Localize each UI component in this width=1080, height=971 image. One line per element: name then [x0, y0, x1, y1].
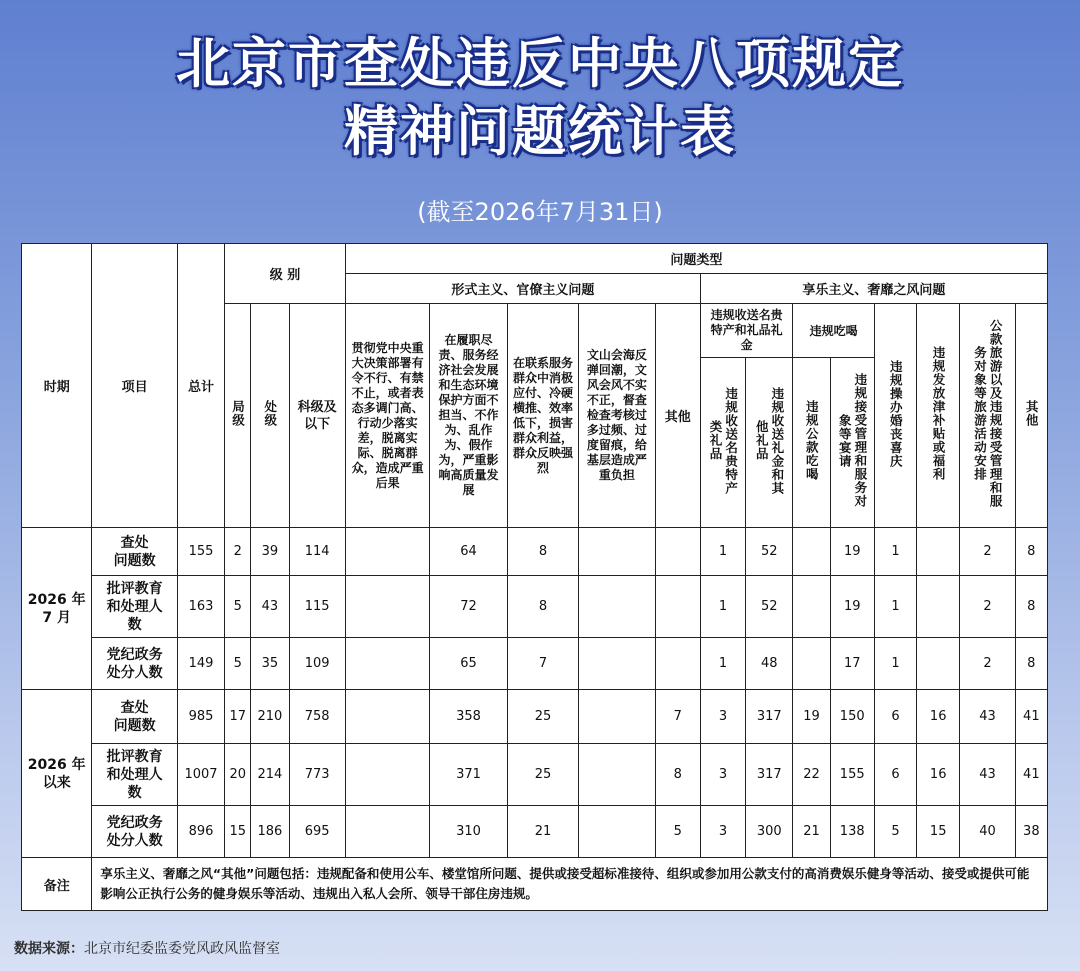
value-cell: 8 [1015, 528, 1047, 576]
value-cell: 210 [251, 690, 289, 744]
value-cell: 138 [830, 806, 874, 858]
period-cell: 2026 年 7 月 [22, 528, 92, 690]
value-cell: 163 [177, 576, 224, 638]
value-cell: 52 [746, 528, 793, 576]
value-cell: 38 [1015, 806, 1047, 858]
value-cell: 25 [507, 690, 578, 744]
value-cell: 8 [655, 744, 700, 806]
value-cell: 1 [700, 638, 745, 690]
value-cell: 21 [507, 806, 578, 858]
value-cell: 25 [507, 744, 578, 806]
value-cell: 2 [960, 638, 1015, 690]
value-cell: 1 [874, 638, 916, 690]
value-cell: 3 [700, 806, 745, 858]
item-cell: 查处 问题数 [92, 528, 177, 576]
value-cell: 2 [225, 528, 251, 576]
value-cell: 985 [177, 690, 224, 744]
value-cell [793, 576, 830, 638]
value-cell [917, 528, 960, 576]
value-cell: 15 [917, 806, 960, 858]
value-cell: 1 [874, 528, 916, 576]
value-cell: 149 [177, 638, 224, 690]
value-cell: 17 [225, 690, 251, 744]
value-cell: 358 [430, 690, 507, 744]
value-cell [345, 528, 429, 576]
value-cell: 7 [655, 690, 700, 744]
value-cell: 695 [289, 806, 345, 858]
value-cell: 5 [874, 806, 916, 858]
value-cell: 17 [830, 638, 874, 690]
period-cell: 2026 年 以来 [22, 690, 92, 858]
data-source [14, 938, 280, 958]
value-cell: 20 [225, 744, 251, 806]
table-row [22, 690, 1048, 744]
value-cell: 3 [700, 690, 745, 744]
page-title-line2: 精神问题统计表 [344, 100, 736, 163]
item-cell: 党纪政务 处分人数 [92, 806, 177, 858]
statistics-table [21, 243, 1048, 911]
header-gift-1: 违规收送名贵特产类礼品 [700, 358, 745, 528]
value-cell: 150 [830, 690, 874, 744]
value-cell: 8 [1015, 638, 1047, 690]
value-cell: 773 [289, 744, 345, 806]
value-cell: 317 [746, 744, 793, 806]
value-cell [579, 528, 655, 576]
header-wedding: 违规操办婚丧喜庆 [874, 304, 916, 528]
header-total: 总计 [177, 244, 224, 528]
header-period: 时期 [22, 244, 92, 528]
header-eat-1: 违规公款吃喝 [793, 358, 830, 528]
value-cell: 21 [793, 806, 830, 858]
value-cell: 43 [960, 744, 1015, 806]
value-cell [345, 744, 429, 806]
header-formalism: 形式主义、官僚主义问题 [345, 274, 700, 304]
value-cell: 15 [225, 806, 251, 858]
header-gift-2: 违规收送礼金和其他礼品 [746, 358, 793, 528]
value-cell: 5 [655, 806, 700, 858]
value-cell: 109 [289, 638, 345, 690]
value-cell: 8 [507, 576, 578, 638]
value-cell: 5 [225, 638, 251, 690]
value-cell: 52 [746, 576, 793, 638]
header-formalism-1: 贯彻党中央重大决策部署有令不行、有禁不止，或者表态多调门高、行动少落实差，脱离实际、脱离群众，造成严重后果 [345, 304, 429, 528]
header-level-ke: 科级及以下 [289, 304, 345, 528]
header-item: 项目 [92, 244, 177, 528]
value-cell [579, 638, 655, 690]
table-row [22, 528, 1048, 576]
header-formalism-2: 在履职尽责、服务经济社会发展和生态环境保护方面不担当、不作为、乱作为、假作为，严重影响高质量发展 [430, 304, 507, 528]
value-cell: 39 [251, 528, 289, 576]
value-cell: 48 [746, 638, 793, 690]
item-cell: 党纪政务 处分人数 [92, 638, 177, 690]
value-cell: 2 [960, 576, 1015, 638]
value-cell [345, 690, 429, 744]
value-cell [345, 576, 429, 638]
value-cell: 6 [874, 744, 916, 806]
value-cell [579, 806, 655, 858]
table-body [22, 528, 1048, 858]
page-title-line1: 北京市查处违反中央八项规定 [176, 32, 904, 95]
value-cell [579, 690, 655, 744]
data-source-label: 数据来源： [14, 941, 84, 957]
value-cell [655, 576, 700, 638]
value-cell: 65 [430, 638, 507, 690]
value-cell: 19 [830, 576, 874, 638]
value-cell [655, 528, 700, 576]
header-subsidy: 违规发放津补贴或福利 [917, 304, 960, 528]
item-cell: 批评教育 和处理人 数 [92, 576, 177, 638]
value-cell: 300 [746, 806, 793, 858]
item-cell: 查处 问题数 [92, 690, 177, 744]
value-cell: 43 [251, 576, 289, 638]
table-row [22, 576, 1048, 638]
value-cell: 1 [700, 528, 745, 576]
value-cell: 155 [177, 528, 224, 576]
header-formalism-other: 其他 [655, 304, 700, 528]
value-cell: 6 [874, 690, 916, 744]
value-cell [917, 576, 960, 638]
value-cell: 19 [830, 528, 874, 576]
value-cell: 317 [746, 690, 793, 744]
data-source-text: 北京市纪委监委党风政风监督室 [84, 941, 280, 957]
header-hedonism: 享乐主义、奢靡之风问题 [700, 274, 1047, 304]
value-cell: 1 [874, 576, 916, 638]
value-cell [345, 806, 429, 858]
value-cell: 186 [251, 806, 289, 858]
header-travel: 公款旅游以及违规接受管理和服务对象等旅游活动安排 [960, 304, 1015, 528]
value-cell: 40 [960, 806, 1015, 858]
value-cell [655, 638, 700, 690]
header-formalism-4: 文山会海反弹回潮，文风会风不实不正，督查检查考核过多过频、过度留痕，给基层造成严重负担 [579, 304, 655, 528]
header-gift-group: 违规收送名贵特产和礼品礼金 [700, 304, 793, 358]
value-cell: 8 [507, 528, 578, 576]
value-cell [579, 576, 655, 638]
table-row [22, 638, 1048, 690]
page-subtitle: (截至2026年7月31日) [417, 198, 663, 226]
header-level-chu: 处级 [251, 304, 289, 528]
header-eat-group: 违规吃喝 [793, 304, 874, 358]
value-cell: 64 [430, 528, 507, 576]
value-cell: 7 [507, 638, 578, 690]
note-label: 备注 [22, 858, 92, 911]
value-cell: 16 [917, 744, 960, 806]
header-eat-2: 违规接受管理和服务对象等宴请 [830, 358, 874, 528]
value-cell [793, 638, 830, 690]
value-cell: 3 [700, 744, 745, 806]
header-hedonism-other: 其他 [1015, 304, 1047, 528]
value-cell: 310 [430, 806, 507, 858]
value-cell: 16 [917, 690, 960, 744]
value-cell: 43 [960, 690, 1015, 744]
value-cell: 8 [1015, 576, 1047, 638]
value-cell: 758 [289, 690, 345, 744]
value-cell: 1 [700, 576, 745, 638]
value-cell: 41 [1015, 744, 1047, 806]
value-cell: 896 [177, 806, 224, 858]
value-cell: 35 [251, 638, 289, 690]
value-cell: 5 [225, 576, 251, 638]
value-cell [579, 744, 655, 806]
value-cell: 1007 [177, 744, 224, 806]
value-cell: 115 [289, 576, 345, 638]
value-cell: 22 [793, 744, 830, 806]
item-cell: 批评教育 和处理人 数 [92, 744, 177, 806]
value-cell: 371 [430, 744, 507, 806]
value-cell: 72 [430, 576, 507, 638]
value-cell: 19 [793, 690, 830, 744]
table-row [22, 806, 1048, 858]
value-cell: 41 [1015, 690, 1047, 744]
value-cell: 155 [830, 744, 874, 806]
header-formalism-3: 在联系服务群众中消极应付、冷硬横推、效率低下，损害群众利益，群众反映强烈 [507, 304, 578, 528]
value-cell [917, 638, 960, 690]
value-cell [793, 528, 830, 576]
value-cell: 214 [251, 744, 289, 806]
value-cell [345, 638, 429, 690]
note-text: 享乐主义、奢靡之风“其他”问题包括：违规配备和使用公车、楼堂馆所问题、提供或接受超标准接待、组织或参加用公款支付的高消费娱乐健身等活动、接受或提供可能影响公正执行公务的健身娱乐等活动、违规出入私人会所、领导干部住房违规。 [92, 858, 1048, 911]
value-cell: 2 [960, 528, 1015, 576]
table-row [22, 744, 1048, 806]
value-cell: 114 [289, 528, 345, 576]
header-level-ju: 局级 [225, 304, 251, 528]
header-level: 级 别 [225, 244, 346, 304]
header-problem-type: 问题类型 [345, 244, 1047, 274]
